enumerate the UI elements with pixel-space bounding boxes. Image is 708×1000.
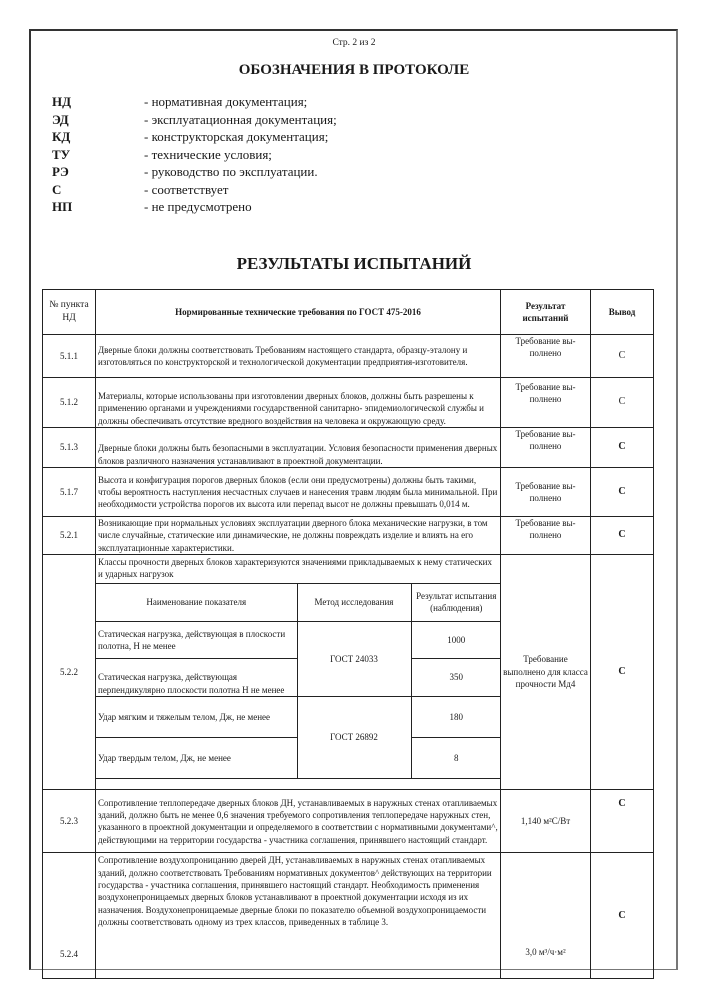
indicator-value: 1000 [411,621,501,658]
indicator: Статическая нагрузка, действующая перпендикулярно плоскости полотна Н не менее [96,658,297,696]
indicator: Удар мягким и тяжелым телом, Дж, не менее [96,696,297,737]
table-row [43,468,654,517]
row-result: Требование выполнено для класса прочности Мд4 [501,554,591,790]
row-result: Требование вы-полнено [501,428,591,468]
row-requirement: Материалы, которые использованы при изготовлении дверных блоков, должны быть разрешены к применению органами и учреждениями государственной санитарно- эпидемиологической службы и должны обеспечивать отсутствие вредного воздействия на человека и окружающую среду. [96,378,501,428]
legend-code: ЭД [52,111,69,127]
table-row [43,335,654,378]
table-row [43,428,654,468]
results-title: РЕЗУЛЬТАТЫ ИСПЫТАНИЙ [236,254,472,273]
table-row [43,378,654,428]
legend-text: - соответствует [144,181,229,197]
row-num: 5.1.3 [43,428,96,468]
row-requirement: Высота и конфигурация порогов дверных блоков (если они предусмотрены) должны быть такими, чтобы вероятность наступления несчастных случаев и нанесения травм людям была минимальной. При необходимости устройства порогов их высота или перепад высот не должны превышать 0,014 м. [96,468,501,517]
method: ГОСТ 26892 [297,696,411,778]
indicator-value: 350 [411,658,501,696]
row-result: Требование вы-полнено [501,335,591,378]
row-result: Требование вы-полнено [501,468,591,517]
row-num: 5.1.1 [43,335,96,378]
row-num: 5.1.7 [43,468,96,517]
row-num: 5.2.4 [43,853,96,979]
legend-code: РЭ [52,164,69,179]
indicator-value: 8 [411,737,501,778]
row-conclusion: С [591,428,654,468]
row-num: 5.2.1 [43,517,96,555]
row-requirement: Сопротивление теплопередаче дверных блоков ДН, устанавливаемых в наружных стенах отапливаемых зданий, должно быть не менее 0,6 значения требуемого сопротивления теплопередаче наружных стен, указанного в проектной документации и определяемого в соответствии с нормативными документами^, действующими на территории государства - участника соглашения, принявшего настоящий стандарт. [96,790,501,853]
row-num: 5.2.3 [43,790,96,853]
row-requirement: Сопротивление воздухопроницанию дверей ДН, устанавливаемых в наружных стенах отапливаемых зданий, должно соответствовать Требованиям нормативных документов^ действующих на территории государства - участника соглашения, принявшего настоящий стандарт. Необходимость применения воздухонепроницаемых дверных блоков устанавливают в проектной документации исходя из их назначения. Воздухонепроницаемые дверные блоки по показателю объемной воздухопроницаемости должны соответствовать одному из трех классов, приведенных в таблице 3. [96,853,501,979]
indicator: Статическая нагрузка, действующая в плоскости полотна, Н не менее [96,621,297,658]
subtable-row [96,696,501,737]
row-num: 5.1.2 [43,378,96,428]
row-conclusion: С [591,517,654,555]
row-conclusion: С [591,335,654,378]
row-conclusion: С [591,378,654,428]
results-table [42,289,654,979]
legend-text: - руководство по эксплуатации. [144,164,318,179]
legend-item [52,181,337,199]
strength-intro: Классы прочности дверных блоков характеризуются значениями прикладываемых к нему статических и ударных нагрузок [98,556,492,580]
legend-text: - технические условия; [144,146,272,162]
legend-text: - конструкторская документация; [144,129,329,144]
row-result: 1,140 м²С/Вт [501,790,591,853]
table-row [43,853,654,979]
subtable-empty-row [96,778,501,789]
header-num: № пункта НД [43,290,96,335]
legend-code: НД [52,94,72,109]
legend-item [52,111,337,129]
legend-code: НП [52,199,73,214]
row-conclusion: С [591,468,654,517]
legend-title: ОБОЗНАЧЕНИЯ В ПРОТОКОЛЕ [238,62,470,78]
strength-subtable [96,583,501,790]
row-requirement: Дверные блоки должны быть безопасными в эксплуатации. Условия безопасности применения дверных блоков различного назначения устанавливают в проектной документации. [96,428,501,468]
legend-item [52,163,337,181]
table-row [43,517,654,555]
table-header-row [43,290,654,335]
row-num: 5.2.2 [43,554,96,790]
abbreviation-legend [52,93,337,216]
legend-text: - не предусмотрено [144,199,252,214]
subheader-value: Результат испытания (наблюдения) [411,583,501,621]
row-result: 3,0 м³/ч·м² [501,853,591,979]
legend-code: КД [52,129,71,144]
method: ГОСТ 24033 [297,621,411,696]
header-result: Результат испытаний [501,290,591,335]
row-requirement: Дверные блоки должны соответствовать Требованиям настоящего стандарта, образцу-эталону и изготовляться по конструкторской и технологической документации предприятия-изготовителя. [96,335,501,378]
subtable-header-row [96,583,501,621]
table-row [43,790,654,853]
page-number: Стр. 2 из 2 [332,38,376,48]
row-result: Требование вы-полнено [501,517,591,555]
legend-text: - эксплуатационная документация; [144,111,337,127]
indicator: Удар твердым телом, Дж, не менее [96,737,297,778]
subheader-method: Метод исследования [297,583,411,621]
strength-subtable-cell [96,554,501,790]
legend-text: - нормативная документация; [144,94,308,109]
header-requirement: Нормированные технические требования по ГОСТ 475-2016 [96,290,501,335]
row-conclusion: С [591,554,654,790]
header-conclusion: Вывод [591,290,654,335]
legend-item [52,146,337,164]
subheader-indicator: Наименование показателя [96,583,297,621]
subtable-row [96,621,501,658]
legend-item [52,198,337,216]
legend-code: ТУ [52,146,71,162]
legend-item [52,128,337,146]
indicator-value: 180 [411,696,501,737]
row-conclusion: С [591,853,654,979]
row-conclusion: С [591,790,654,853]
table-row-strength [43,554,654,790]
row-requirement: Возникающие при нормальных условиях эксплуатации дверного блока механические нагрузки, в том числе случайные, статические или динамические, не должны повреждать изделие и влиять на его эксплуатационные характеристики. [96,517,501,555]
legend-item [52,93,337,111]
row-result: Требование вы-полнено [501,378,591,428]
legend-code: С [52,181,62,197]
